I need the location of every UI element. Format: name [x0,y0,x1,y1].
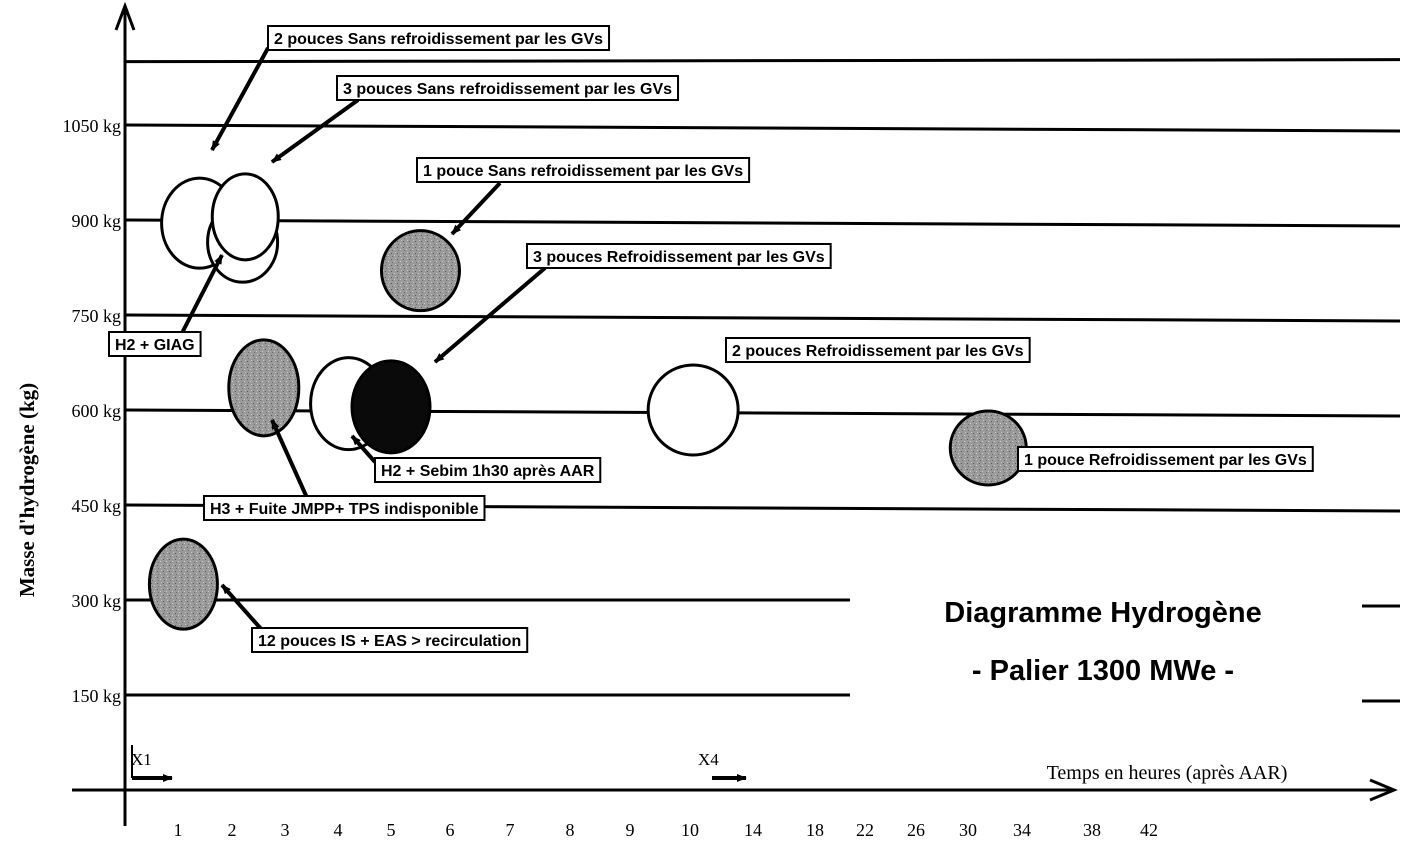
x-tick-label: 7 [505,820,515,840]
annotation-text: 3 pouces Sans refroidissement par les GVs [343,81,673,98]
x-tick-label: 22 [856,820,874,840]
annotation-text: H2 + Sebim 1h30 après AAR [381,463,595,480]
annotation-text: 1 pouce Refroidissement par les GVs [1024,452,1307,469]
annotation-text: H3 + Fuite JMPP+ TPS indisponible [210,501,479,518]
annotation-label [337,76,678,100]
annotation-text: 3 pouces Refroidissement par les GVs [533,249,825,266]
y-tick-label: 750 kg [71,306,121,326]
data-bubble-black [352,361,430,453]
annotation-arrow [272,100,358,162]
gridline [125,220,1400,226]
annotation-label [417,158,749,182]
x-tick-label: 18 [806,820,824,840]
y-tick-label: 150 kg [71,686,121,706]
annotation-text: 2 pouces Sans refroidissement par les GVs [274,31,604,48]
bubbles [149,174,1026,629]
y-tick-label: 900 kg [71,211,121,231]
x-axis-label: Temps en heures (après AAR) [1046,762,1288,784]
scale-marker-label: X4 [698,750,719,769]
x-tick-label: 3 [280,820,290,840]
chart-title: Diagramme Hydrogène [944,597,1262,629]
scale-marker-label: X1 [131,750,152,769]
data-bubble-gray [229,340,299,436]
x-tick-label: 4 [333,820,343,840]
annotation-label [109,332,201,356]
annotation-arrow [212,48,268,150]
x-tick-labels [174,820,1159,840]
annotation-label [268,26,609,50]
x-tick-label: 5 [386,820,396,840]
annotation-text: 12 pouces IS + EAS > recirculation [258,633,522,650]
x-tick-label: 14 [744,820,762,840]
annotation-arrows [182,48,545,630]
annotation-arrow [272,420,308,500]
annotation-label [252,628,527,652]
data-bubble-white [648,365,738,455]
annotation-arrow [222,585,262,630]
annotation-arrow [452,183,500,234]
gridline [125,60,1400,62]
annotation-text: H2 + GIAG [115,337,195,354]
x-tick-label: 1 [173,820,183,840]
x-tick-label: 30 [959,820,977,840]
annotation-label [527,244,831,268]
chart-subtitle: - Palier 1300 MWe - [971,655,1235,687]
annotation-text: 1 pouce Sans refroidissement par les GVs [423,163,744,180]
x-tick-label: 9 [625,820,635,840]
x-tick-label: 34 [1013,820,1031,840]
y-tick-label: 300 kg [71,591,121,611]
annotation-label [1018,447,1313,471]
y-tick-label: 600 kg [71,401,121,421]
x-tick-label: 8 [565,820,575,840]
scale-marker-x4 [698,750,746,778]
y-axis-label: Masse d'hydrogène (kg) [15,382,39,598]
data-bubble-gray [950,411,1026,485]
scale-marker-x1 [131,745,172,778]
data-bubble-gray [382,231,460,311]
y-tick-label: 450 kg [71,496,121,516]
x-tick-label: 38 [1083,820,1101,840]
y-tick-label: 1050 kg [62,116,121,136]
data-bubble-white [212,174,278,260]
annotation-text: 2 pouces Refroidissement par les GVs [732,343,1024,360]
annotation-label [204,496,485,520]
gridline [125,315,1400,321]
annotation-label [375,458,600,482]
x-tick-label: 42 [1140,820,1158,840]
y-tick-labels [63,116,122,706]
x-tick-label: 2 [227,820,237,840]
annotations [109,26,1313,652]
x-tick-label: 10 [681,820,699,840]
data-bubble-gray [149,539,217,629]
annotation-label [726,338,1030,362]
x-tick-label: 6 [445,820,455,840]
x-tick-label: 26 [907,820,925,840]
